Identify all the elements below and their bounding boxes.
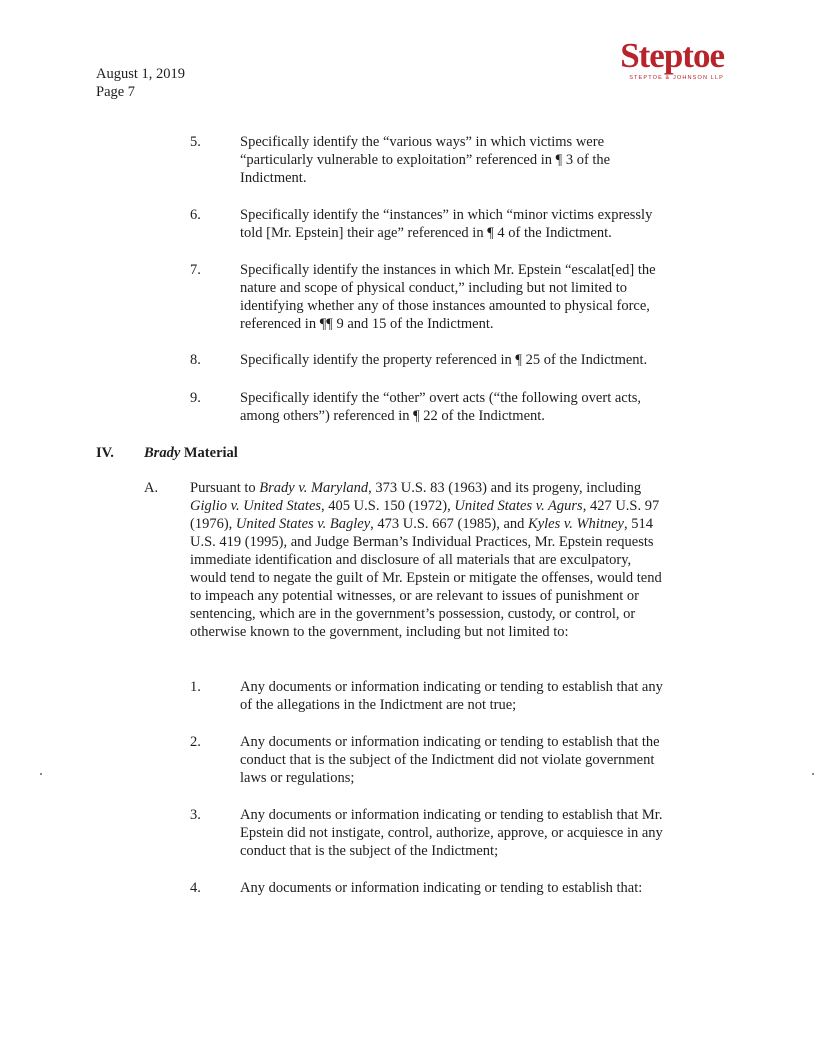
case-citation: Brady v. Maryland [259, 480, 369, 496]
list-item-number: 6. [190, 207, 201, 223]
list-item-line: Any documents or information indicating or tending to establish that Mr. [240, 807, 663, 823]
case-citation: United States v. Agurs [454, 498, 583, 514]
list-item-line: Specifically identify the “various ways” in which victims were [240, 134, 605, 150]
list-item-text [240, 733, 710, 787]
list-item-text [240, 806, 710, 860]
list-item-number: 2. [190, 734, 201, 750]
paragraph-line: Pursuant to Brady v. Maryland, 373 U.S. 83 (1963) and its progeny, including [190, 480, 642, 496]
section-number: IV. [96, 445, 114, 461]
list-item-number: 8. [190, 352, 201, 368]
list-item-line: nature and scope of physical conduct,” including but not limited to [240, 280, 627, 296]
list-item-line: conduct that is the subject of the Indictment did not violate government [240, 752, 655, 768]
list-item-line: referenced in ¶¶ 9 and 15 of the Indictment. [240, 316, 494, 332]
section-title [144, 444, 238, 462]
paragraph-label: A. [144, 480, 159, 496]
list-item-line: Indictment. [240, 170, 307, 186]
paragraph-line: Giglio v. United States, 405 U.S. 150 (1972), United States v. Agurs, 427 U.S. 97 [190, 498, 660, 514]
header-page-number: Page 7 [96, 84, 136, 100]
list-item-number: 3. [190, 807, 201, 823]
list-item-line: Specifically identify the property referenced in ¶ 25 of the Indictment. [240, 352, 648, 368]
list-item-text [240, 351, 690, 369]
list-item-line: “particularly vulnerable to exploitation” referenced in ¶ 3 of the [240, 152, 611, 168]
list-item-line: Specifically identify the “other” overt acts (“the following overt acts, [240, 390, 642, 406]
paragraph-line: otherwise known to the government, including but not limited to: [190, 624, 569, 640]
list-item-line: Specifically identify the instances in which Mr. Epstein “escalat[ed] the [240, 262, 656, 278]
list-item-line: Epstein did not instigate, control, authorize, approve, or acquiesce in any [240, 825, 663, 841]
list-item-number: 5. [190, 134, 201, 150]
header-date: August 1, 2019 [96, 66, 186, 82]
case-citation: Kyles v. Whitney [528, 516, 624, 532]
scan-mark [40, 773, 42, 775]
list-item-line: laws or regulations; [240, 770, 355, 786]
firm-logo-wordmark: Steptoe [620, 36, 724, 75]
paragraph-line: U.S. 419 (1995), and Judge Berman’s Individual Practices, Mr. Epstein requests [190, 534, 654, 550]
list-item-line: told [Mr. Epstein] their age” referenced in ¶ 4 of the Indictment. [240, 225, 612, 241]
list-item-line: Specifically identify the “instances” in which “minor victims expressly [240, 207, 653, 223]
list-item-text [240, 389, 690, 425]
paragraph-line: (1976), United States v. Bagley, 473 U.S. 667 (1985), and Kyles v. Whitney, 514 [190, 516, 653, 532]
scan-mark [812, 773, 814, 775]
firm-logo [600, 38, 724, 82]
section-title-italic: Brady [144, 445, 181, 461]
paragraph-line: would tend to negate the guilt of Mr. Epstein or mitigate the offenses, would tend [190, 570, 662, 586]
list-item-number: 1. [190, 679, 201, 695]
list-item-line: identifying whether any of those instances amounted to physical force, [240, 298, 650, 314]
list-item-text [240, 133, 690, 187]
list-item-line: Any documents or information indicating or tending to establish that the [240, 734, 660, 750]
list-item-line: of the allegations in the Indictment are not true; [240, 697, 517, 713]
firm-logo-subtitle: STEPTOE & JOHNSON LLP [629, 75, 724, 81]
list-item-text [240, 879, 710, 897]
case-citation: United States v. Bagley [235, 516, 371, 532]
list-item-line: among others”) referenced in ¶ 22 of the Indictment. [240, 408, 545, 424]
case-citation: Giglio v. United States [190, 498, 322, 514]
list-item-text [240, 678, 710, 714]
paragraph-line: to impeach any potential witnesses, or are relevant to issues of punishment or [190, 588, 639, 604]
list-item-number: 9. [190, 390, 201, 406]
paragraph-line: sentencing, which are in the government’s possession, custody, or control, or [190, 606, 636, 622]
list-item-line: Any documents or information indicating or tending to establish that: [240, 880, 643, 896]
list-item-line: conduct that is the subject of the Indictment; [240, 843, 499, 859]
list-item-line: Any documents or information indicating or tending to establish that any [240, 679, 663, 695]
letter-header [96, 65, 185, 101]
paragraph-line: immediate identification and disclosure of all materials that are exculpatory, [190, 552, 632, 568]
list-item-number: 4. [190, 880, 201, 896]
section-title-rest: Material [180, 445, 238, 461]
list-item-text [240, 206, 690, 242]
paragraph-text [190, 479, 730, 641]
list-item-text [240, 261, 690, 333]
list-item-number: 7. [190, 262, 201, 278]
